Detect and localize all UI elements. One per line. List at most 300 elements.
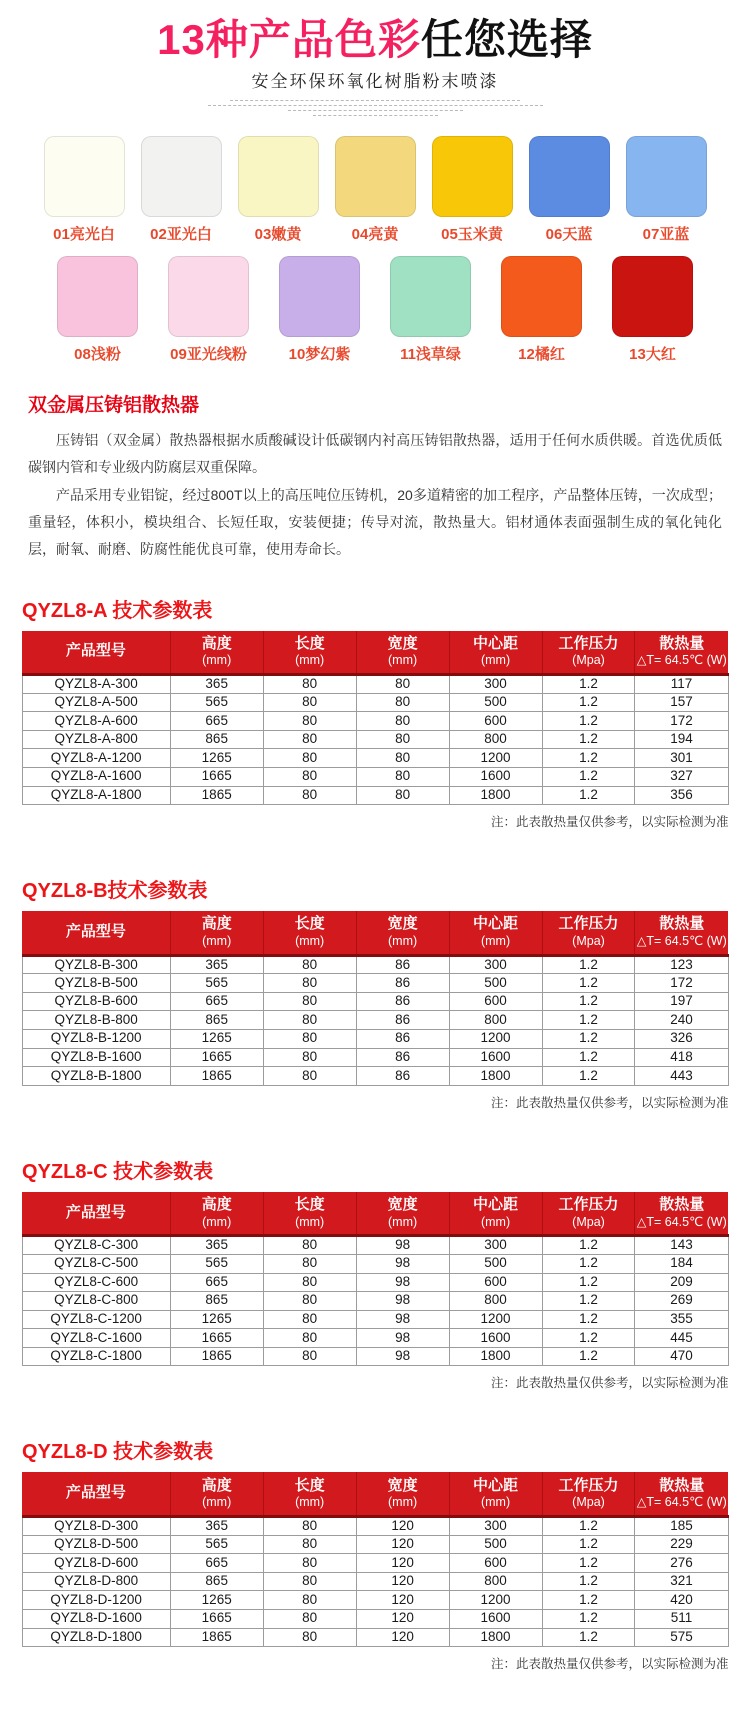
- spec-table-cell: 80: [263, 675, 356, 694]
- spec-table-cell: QYZL8-A-500: [22, 693, 170, 712]
- spec-table-cell: 800: [449, 730, 542, 749]
- page-title: [0, 16, 750, 63]
- color-swatch: [57, 256, 138, 337]
- spec-table-cell: QYZL8-D-600: [22, 1554, 170, 1573]
- spec-table-cell: 1800: [449, 1628, 542, 1647]
- color-swatch: [335, 136, 416, 217]
- spec-table-cell: 86: [356, 1048, 449, 1067]
- color-swatch: [626, 136, 707, 217]
- spec-table-cell: 117: [635, 675, 728, 694]
- spec-table-cell: 80: [263, 1609, 356, 1628]
- spec-table-cell: 80: [263, 786, 356, 805]
- spec-table-row: [22, 1591, 728, 1610]
- header-cell-sub: (mm): [202, 1214, 232, 1229]
- color-swatch-label: 07亚蓝: [642, 226, 690, 244]
- spec-table-cell: 600: [449, 1273, 542, 1292]
- spec-table-cell: 1600: [449, 1329, 542, 1348]
- header-cell-main: 产品型号: [65, 642, 126, 660]
- color-swatch: [238, 136, 319, 217]
- header-cell-sub: (mm): [388, 1495, 418, 1510]
- spec-table-cell: 120: [356, 1609, 449, 1628]
- spec-table-row: [22, 1236, 728, 1255]
- spec-table-cell: 98: [356, 1292, 449, 1311]
- spec-table-cell: 1.2: [542, 693, 635, 712]
- spec-table-note: 注：此表散热量仅供参考，以实际检测为准: [490, 1095, 729, 1110]
- header-cell-sub: (mm): [295, 653, 325, 668]
- spec-table-cell: 98: [356, 1273, 449, 1292]
- spec-table-cell: QYZL8-B-1600: [22, 1048, 170, 1067]
- spec-table-cell: 1665: [170, 1329, 263, 1348]
- spec-table-header-row: [22, 1192, 728, 1236]
- spec-table-header-cell: [635, 1472, 728, 1516]
- color-swatch-label: 10梦幻紫: [288, 346, 351, 364]
- header-cell-main: 长度: [294, 1476, 325, 1494]
- header-cell-sub: (mm): [295, 1214, 325, 1229]
- spec-table-header-cell: [22, 911, 170, 955]
- decorative-divider: [0, 100, 750, 116]
- spec-table-cell: 1.2: [542, 1310, 635, 1329]
- color-swatch-label: 13大红: [629, 346, 676, 364]
- spec-table-cell: 1865: [170, 1628, 263, 1647]
- spec-table: [22, 1472, 729, 1647]
- spec-table-cell: 445: [635, 1329, 728, 1348]
- spec-table-cell: 80: [356, 712, 449, 731]
- spec-table-row: [22, 1329, 728, 1348]
- spec-table-cell: 86: [356, 974, 449, 993]
- color-swatch: [501, 256, 582, 337]
- spec-table-cell: QYZL8-B-600: [22, 992, 170, 1011]
- spec-table-cell: 80: [263, 974, 356, 993]
- spec-table-cell: QYZL8-D-800: [22, 1572, 170, 1591]
- spec-table-cell: 327: [635, 767, 728, 786]
- spec-table-cell: 1.2: [542, 1292, 635, 1311]
- header-cell-sub: (Mpa): [572, 1495, 605, 1510]
- spec-table-cell: 355: [635, 1310, 728, 1329]
- page-subtitle: 安全环保环氧化树脂粉末喷漆: [251, 72, 499, 92]
- spec-table-cell: 365: [170, 1236, 263, 1255]
- spec-table-cell: 470: [635, 1347, 728, 1366]
- color-swatch: [279, 256, 360, 337]
- spec-table-cell: 420: [635, 1591, 728, 1610]
- spec-table-cell: 269: [635, 1292, 728, 1311]
- spec-table-cell: QYZL8-D-1200: [22, 1591, 170, 1610]
- spec-table-title: QYZL8-D 技术参数表: [22, 1441, 214, 1464]
- spec-table-cell: 123: [635, 955, 728, 974]
- spec-table-section: [0, 594, 750, 831]
- spec-table-body: [22, 675, 728, 805]
- spec-table-cell: 172: [635, 712, 728, 731]
- spec-table-header-row: [22, 911, 728, 955]
- intro-paragraph: 产品采用专业铝锭，经过800T以上的高压吨位压铸机，20多道精密的加工程序，产品整体压铸，一次成型；重量轻，体积小，模块组合、长短任取，安装便捷；传导对流，散热量大。铝材通体表面强制生成的氧化钝化层，耐氧、耐磨、防腐性能优良可靠，使用寿命长。: [28, 486, 722, 558]
- spec-table-cell: 197: [635, 992, 728, 1011]
- spec-table-cell: 120: [356, 1591, 449, 1610]
- spec-table-cell: 300: [449, 1516, 542, 1535]
- header-cell-main: 散热量: [659, 634, 705, 652]
- spec-table-cell: 1.2: [542, 1273, 635, 1292]
- color-swatch-item: [501, 256, 582, 364]
- color-swatch: [432, 136, 513, 217]
- spec-table-cell: 1200: [449, 1591, 542, 1610]
- spec-table-cell: 500: [449, 974, 542, 993]
- color-swatch-item: [141, 136, 222, 244]
- header-cell-main: 产品型号: [65, 923, 126, 941]
- spec-table-title: QYZL8-C 技术参数表: [22, 1160, 214, 1183]
- spec-table-cell: 80: [356, 675, 449, 694]
- spec-table-cell: 1265: [170, 1030, 263, 1049]
- spec-table-cell: 600: [449, 992, 542, 1011]
- spec-table-cell: 80: [263, 1254, 356, 1273]
- spec-table-cell: 800: [449, 1572, 542, 1591]
- header-cell-main: 高度: [201, 634, 232, 652]
- spec-table-header-row: [22, 631, 728, 675]
- spec-table-header-cell: [542, 1192, 635, 1236]
- spec-table-cell: 443: [635, 1067, 728, 1086]
- spec-table-header-cell: [170, 631, 263, 675]
- color-swatch-item: [44, 136, 125, 244]
- spec-table-cell: 172: [635, 974, 728, 993]
- spec-table-row: [22, 1030, 728, 1049]
- color-swatch-item: [57, 256, 138, 364]
- color-swatch-label: 04亮黄: [351, 226, 399, 244]
- spec-table-cell: QYZL8-A-1800: [22, 786, 170, 805]
- spec-table-cell: 120: [356, 1628, 449, 1647]
- header-cell-sub: (mm): [388, 1214, 418, 1229]
- spec-table-header-cell: [22, 631, 170, 675]
- header-cell-main: 产品型号: [65, 1484, 126, 1502]
- spec-table-cell: 143: [635, 1236, 728, 1255]
- spec-table-row: [22, 749, 728, 768]
- spec-table-cell: 86: [356, 1030, 449, 1049]
- header-cell-sub: (mm): [202, 1495, 232, 1510]
- spec-table-cell: QYZL8-B-1800: [22, 1067, 170, 1086]
- header-cell-main: 工作压力: [558, 634, 619, 652]
- spec-table-cell: 80: [263, 1030, 356, 1049]
- spec-table-cell: 418: [635, 1048, 728, 1067]
- spec-table-cell: 120: [356, 1535, 449, 1554]
- header-cell-main: 中心距: [473, 915, 519, 933]
- spec-table-cell: 80: [263, 767, 356, 786]
- dotted-line: [313, 115, 438, 116]
- spec-table-cell: 80: [263, 693, 356, 712]
- header-cell-sub: (mm): [388, 653, 418, 668]
- spec-table-cell: 865: [170, 730, 263, 749]
- spec-table-cell: 300: [449, 675, 542, 694]
- spec-table-cell: QYZL8-B-1200: [22, 1030, 170, 1049]
- spec-table-body: [22, 1236, 728, 1366]
- color-swatch-label: 02亚光白: [150, 226, 212, 244]
- spec-table-cell: 1800: [449, 1067, 542, 1086]
- spec-table-body: [22, 1516, 728, 1646]
- spec-table-cell: QYZL8-B-300: [22, 955, 170, 974]
- spec-table-cell: 229: [635, 1535, 728, 1554]
- spec-table-cell: 80: [263, 1048, 356, 1067]
- spec-table-row: [22, 974, 728, 993]
- header-cell-sub: △T= 64.5℃ (W): [636, 653, 727, 668]
- intro-paragraph: 压铸铝（双金属）散热器根据水质酸碱设计低碳钢内衬高压铸铝散热器，适用于任何水质供暖。首选优质低碳钢内管和专业级内防腐层双重保障。: [28, 432, 722, 476]
- spec-table-header-cell: [449, 1472, 542, 1516]
- spec-table-cell: 80: [263, 1516, 356, 1535]
- spec-table-cell: 326: [635, 1030, 728, 1049]
- spec-table-cell: 1865: [170, 786, 263, 805]
- spec-table-row: [22, 1310, 728, 1329]
- spec-table-note: 注：此表散热量仅供参考，以实际检测为准: [490, 815, 729, 830]
- spec-table-cell: 500: [449, 1535, 542, 1554]
- spec-table-cell: 80: [263, 1554, 356, 1573]
- header-cell-sub: (mm): [480, 1214, 511, 1229]
- spec-table-cell: QYZL8-A-1200: [22, 749, 170, 768]
- spec-table-cell: 80: [263, 992, 356, 1011]
- color-swatch: [44, 136, 125, 217]
- color-swatch-label: 12橘红: [518, 346, 565, 364]
- spec-table-cell: 665: [170, 1554, 263, 1573]
- spec-table-row: [22, 730, 728, 749]
- spec-table-cell: 80: [263, 1535, 356, 1554]
- spec-table-cell: QYZL8-C-1200: [22, 1310, 170, 1329]
- spec-table-cell: 865: [170, 1292, 263, 1311]
- spec-table-cell: 865: [170, 1572, 263, 1591]
- spec-table-header-cell: [635, 911, 728, 955]
- spec-table-head: [22, 631, 728, 675]
- spec-table-cell: 240: [635, 1011, 728, 1030]
- spec-table-cell: 565: [170, 1254, 263, 1273]
- spec-table-cell: QYZL8-A-800: [22, 730, 170, 749]
- spec-table-cell: 80: [263, 1310, 356, 1329]
- spec-table-cell: 80: [263, 955, 356, 974]
- color-swatch-label: 11浅草绿: [400, 346, 461, 364]
- spec-table-cell: 1.2: [542, 712, 635, 731]
- spec-table-cell: 86: [356, 1011, 449, 1030]
- color-swatch: [612, 256, 693, 337]
- color-swatch-label: 09亚光线粉: [170, 346, 247, 364]
- header-cell-main: 宽度: [387, 1195, 418, 1213]
- spec-table-header-cell: [356, 1192, 449, 1236]
- spec-table-header-cell: [263, 1192, 356, 1236]
- spec-table-header-cell: [542, 631, 635, 675]
- header-cell-sub: (Mpa): [572, 933, 605, 948]
- spec-table-cell: 1.2: [542, 749, 635, 768]
- spec-table-cell: 80: [263, 1292, 356, 1311]
- spec-table-cell: 1.2: [542, 974, 635, 993]
- spec-table-cell: 1.2: [542, 1254, 635, 1273]
- spec-table-cell: 157: [635, 693, 728, 712]
- header-cell-sub: △T= 64.5℃ (W): [636, 933, 727, 948]
- header-cell-main: 宽度: [387, 915, 418, 933]
- spec-table-row: [22, 1292, 728, 1311]
- header-cell-sub: (mm): [388, 933, 418, 948]
- spec-table-head: [22, 1192, 728, 1236]
- spec-table-cell: 600: [449, 712, 542, 731]
- spec-table-cell: QYZL8-D-500: [22, 1535, 170, 1554]
- color-swatch-item: [238, 136, 319, 244]
- spec-table-cell: 365: [170, 955, 263, 974]
- spec-table-section: [0, 874, 750, 1111]
- header-cell-sub: (mm): [480, 653, 511, 668]
- header-cell-main: 散热量: [659, 915, 705, 933]
- spec-table-cell: 1.2: [542, 1236, 635, 1255]
- spec-table-header-cell: [635, 1192, 728, 1236]
- spec-table-cell: 800: [449, 1011, 542, 1030]
- header-cell-main: 中心距: [473, 634, 519, 652]
- spec-table-cell: 1865: [170, 1347, 263, 1366]
- spec-table-cell: QYZL8-C-300: [22, 1236, 170, 1255]
- spec-table-cell: 1.2: [542, 1516, 635, 1535]
- spec-table-cell: 1600: [449, 1048, 542, 1067]
- spec-table: [22, 911, 729, 1086]
- spec-table-cell: 565: [170, 693, 263, 712]
- spec-table-cell: 1800: [449, 786, 542, 805]
- spec-table-cell: 98: [356, 1347, 449, 1366]
- spec-table-cell: 80: [263, 1628, 356, 1647]
- color-swatch-item: [612, 256, 693, 364]
- spec-table: [22, 1192, 729, 1367]
- spec-table-cell: 80: [263, 1011, 356, 1030]
- spec-table-cell: 665: [170, 712, 263, 731]
- header-cell-main: 高度: [201, 1476, 232, 1494]
- spec-table-cell: 1600: [449, 767, 542, 786]
- spec-table-cell: 80: [263, 1067, 356, 1086]
- spec-table-cell: 185: [635, 1516, 728, 1535]
- spec-table-header-cell: [356, 1472, 449, 1516]
- color-swatch-label: 03嫩黄: [254, 226, 302, 244]
- spec-table-cell: 575: [635, 1628, 728, 1647]
- spec-table-header-cell: [263, 631, 356, 675]
- header-cell-sub: (mm): [202, 933, 232, 948]
- header-cell-sub: (Mpa): [572, 653, 605, 668]
- header-cell-main: 工作压力: [558, 1476, 619, 1494]
- spec-table-cell: 1800: [449, 1347, 542, 1366]
- spec-table-header-cell: [263, 1472, 356, 1516]
- header-cell-main: 散热量: [659, 1476, 705, 1494]
- spec-table-cell: 301: [635, 749, 728, 768]
- spec-table-row: [22, 693, 728, 712]
- spec-table-cell: 1.2: [542, 992, 635, 1011]
- spec-table-cell: 1865: [170, 1067, 263, 1086]
- spec-table-cell: 1.2: [542, 730, 635, 749]
- spec-table-header-row: [22, 1472, 728, 1516]
- spec-table-row: [22, 992, 728, 1011]
- spec-table-cell: QYZL8-A-300: [22, 675, 170, 694]
- spec-table-body: [22, 955, 728, 1085]
- spec-table-cell: 565: [170, 1535, 263, 1554]
- spec-table-row: [22, 1048, 728, 1067]
- spec-table-cell: QYZL8-C-1600: [22, 1329, 170, 1348]
- spec-table-cell: 1.2: [542, 767, 635, 786]
- spec-table-row: [22, 767, 728, 786]
- spec-table-cell: 300: [449, 955, 542, 974]
- spec-table-row: [22, 1572, 728, 1591]
- color-swatch: [141, 136, 222, 217]
- spec-table-header-cell: [22, 1472, 170, 1516]
- spec-table-cell: 1665: [170, 767, 263, 786]
- spec-table-cell: 80: [263, 1591, 356, 1610]
- header-cell-main: 长度: [294, 915, 325, 933]
- color-swatch: [168, 256, 249, 337]
- page-title-rest: 任您选择: [420, 16, 593, 63]
- header-cell-sub: △T= 64.5℃ (W): [636, 1214, 727, 1229]
- color-swatch-item: [626, 136, 707, 244]
- header-cell-main: 工作压力: [558, 1195, 619, 1213]
- spec-table-cell: 665: [170, 992, 263, 1011]
- header-cell-sub: (mm): [295, 1495, 325, 1510]
- palette-row: [0, 136, 750, 244]
- page-title-highlight: 13种产品色彩: [157, 16, 421, 63]
- spec-table-cell: 321: [635, 1572, 728, 1591]
- header-cell-main: 长度: [294, 634, 325, 652]
- spec-table-cell: 194: [635, 730, 728, 749]
- spec-table-cell: QYZL8-A-1600: [22, 767, 170, 786]
- color-swatch-item: [390, 256, 471, 364]
- spec-table-header-cell: [449, 1192, 542, 1236]
- spec-table-header-cell: [263, 911, 356, 955]
- spec-table-cell: 300: [449, 1236, 542, 1255]
- spec-table-cell: 80: [263, 749, 356, 768]
- spec-table-cell: QYZL8-C-800: [22, 1292, 170, 1311]
- spec-table-cell: 1265: [170, 749, 263, 768]
- spec-table-cell: 1.2: [542, 1347, 635, 1366]
- spec-table-cell: 1.2: [542, 1609, 635, 1628]
- spec-table-cell: 565: [170, 974, 263, 993]
- spec-table-cell: 80: [263, 1329, 356, 1348]
- spec-table-note: 注：此表散热量仅供参考，以实际检测为准: [490, 1376, 729, 1391]
- color-swatch-item: [279, 256, 360, 364]
- spec-table-title: QYZL8-A 技术参数表: [22, 599, 213, 622]
- header-cell-main: 长度: [294, 1195, 325, 1213]
- spec-table-cell: QYZL8-C-600: [22, 1273, 170, 1292]
- spec-table-cell: QYZL8-D-300: [22, 1516, 170, 1535]
- spec-table-row: [22, 1254, 728, 1273]
- spec-table-cell: 98: [356, 1310, 449, 1329]
- spec-table-row: [22, 1609, 728, 1628]
- dotted-line: [288, 110, 463, 111]
- spec-table-cell: 1265: [170, 1310, 263, 1329]
- spec-table-row: [22, 1554, 728, 1573]
- spec-table-row: [22, 1347, 728, 1366]
- spec-table-cell: 80: [263, 1347, 356, 1366]
- spec-table-cell: 665: [170, 1273, 263, 1292]
- spec-table-row: [22, 712, 728, 731]
- header-cell-sub: (mm): [202, 653, 232, 668]
- spec-table-cell: QYZL8-C-1800: [22, 1347, 170, 1366]
- spec-table-row: [22, 1516, 728, 1535]
- spec-table-section: [0, 1435, 750, 1672]
- color-swatch-label: 05玉米黄: [441, 226, 503, 244]
- spec-table-header-cell: [449, 911, 542, 955]
- color-swatch-item: [432, 136, 513, 244]
- spec-table-cell: 500: [449, 1254, 542, 1273]
- spec-table-cell: 1.2: [542, 1554, 635, 1573]
- spec-table-cell: 1.2: [542, 1591, 635, 1610]
- header-cell-main: 高度: [201, 915, 232, 933]
- spec-table-cell: 80: [263, 1273, 356, 1292]
- spec-table-header-cell: [635, 631, 728, 675]
- spec-table-cell: 98: [356, 1236, 449, 1255]
- color-swatch-item: [335, 136, 416, 244]
- spec-table-cell: 1600: [449, 1609, 542, 1628]
- spec-table-title: QYZL8-B技术参数表: [22, 880, 208, 903]
- spec-table-cell: 80: [356, 730, 449, 749]
- spec-table-cell: 120: [356, 1572, 449, 1591]
- spec-table-header-cell: [22, 1192, 170, 1236]
- spec-table-row: [22, 955, 728, 974]
- palette-row: [0, 256, 750, 364]
- spec-table-cell: 80: [263, 1572, 356, 1591]
- spec-table-row: [22, 1535, 728, 1554]
- spec-table-cell: 1.2: [542, 955, 635, 974]
- header-cell-main: 宽度: [387, 1476, 418, 1494]
- spec-table-cell: 1.2: [542, 1067, 635, 1086]
- intro-heading: 双金属压铸铝散热器: [28, 395, 200, 417]
- spec-table-cell: 500: [449, 693, 542, 712]
